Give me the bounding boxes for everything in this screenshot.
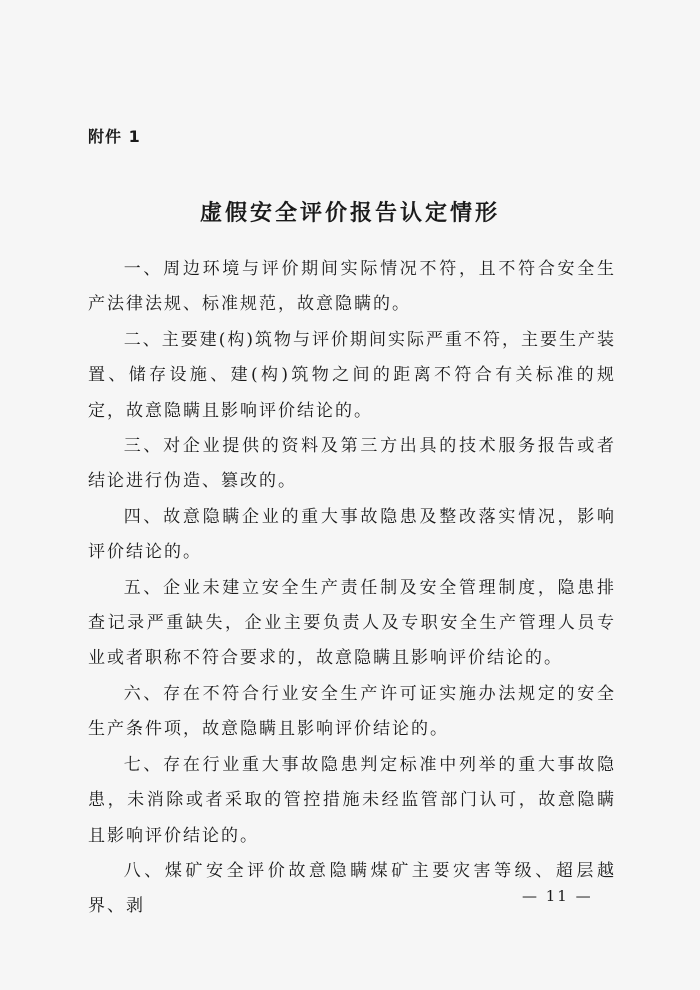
- paragraph-7: 七、存在行业重大事故隐患判定标准中列举的重大事故隐患，未消除或者采取的管控措施未经监管部门认可，故意隐瞒且影响评价结论的。: [88, 754, 616, 846]
- paragraph-8: 八、煤矿安全评价故意隐瞒煤矿主要灾害等级、超层越界、剥: [88, 860, 616, 917]
- page-title: 虚假安全评价报告认定情形: [199, 200, 500, 226]
- attachment-label: 附件 1: [88, 127, 141, 146]
- paragraph-3: 三、对企业提供的资料及第三方出具的技术服务报告或者结论进行伪造、篡改的。: [88, 436, 616, 492]
- paragraph-5: 五、企业未建立安全生产责任制及安全管理制度，隐患排查记录严重缺失，企业主要负责人及专职安全生产管理人员专业或者职称不符合要求的，故意隐瞒且影响评价结论的。: [88, 577, 616, 669]
- document-body: [88, 252, 616, 925]
- paragraph-6: 六、存在不符合行业安全生产许可证实施办法规定的安全生产条件项，故意隐瞒且影响评价结论的。: [88, 683, 616, 740]
- page-number: — 11 —: [522, 887, 593, 905]
- paragraph-2: 二、主要建(构)筑物与评价期间实际严重不符，主要生产装置、储存设施、建(构)筑物之间的距离不符合有关标准的规定，故意隐瞒且影响评价结论的。: [88, 329, 616, 421]
- paragraph-4: 四、故意隐瞒企业的重大事故隐患及整改落实情况，影响评价结论的。: [88, 506, 616, 563]
- paragraph-1: 一、周边环境与评价期间实际情况不符，且不符合安全生产法律法规、标准规范，故意隐瞒的。: [88, 259, 616, 315]
